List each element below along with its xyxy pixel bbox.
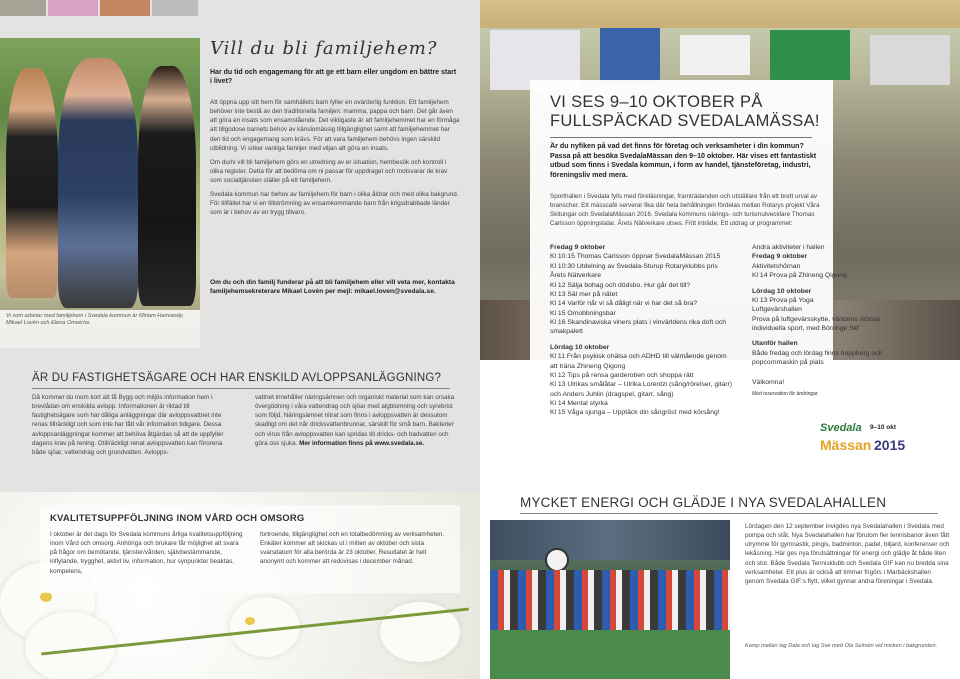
program-item: Kl 14 Varför når vi så dåligt när vi har det så bra? [550, 300, 698, 308]
program-item: Kl 13 Ulrikas smålåtar – Ulrika Lorentzi (sång/rörelser, gitarr) och Anders Juhlin (dragspel, gitarr, sång) [550, 381, 733, 398]
program-item: Kl 12 Sälja bohag och dödsbo. Hur går det till? [550, 281, 691, 289]
logo-date: 9–10 okt [870, 424, 897, 431]
booth [770, 30, 850, 80]
photo-caption: Vi som arbetar med familjehem i Svedala kommun är Miriam Harivandy, Mikael Lovén och Elena Omeiche. [0, 310, 200, 348]
divider [32, 388, 450, 389]
energi-caption: Kamp mellan lag Dala och lag Sve med Ola Selmén vid micken i bakgrunden. [745, 643, 938, 649]
orchid-center [245, 617, 255, 625]
program-item: Kl 10:30 Utdelning av Svedala-Sturup Rotaryklubbs pris Årets Nätverkare [550, 262, 718, 280]
familjehem-contact: Om du och din familj funderar på att bli familjehem eller vill veta mer, kontakta familjehemsekreterare Mikael Lovén per mejl: mikael.loven@svedala.se. [210, 279, 455, 296]
other-item: Kl 14 Prova på Zhineng Qigong [752, 272, 847, 280]
energi-title: MYCKET ENERGI OCH GLÄDJE I NYA SVEDALAHALLEN [520, 495, 887, 510]
paragraph: Om du/ni vill bli familjehem görs en utredning av er situation, hembesök och kontroll i olika register. Detta för att bedöma om ni passar för uppdraget och motsvarar de krav som socialtjänsten ställer på ett familjehem. [210, 158, 448, 184]
program-item: Kl 12 Tips på rensa garderoben och shoppa rätt [550, 371, 694, 379]
kvalitet-title: KVALITETSUPPFÖLJNING INOM VÅRD OCH OMSORG [50, 513, 305, 524]
kvalitet-col1: I oktober är det dags för Svedala kommuns årliga kvalitetsuppföljning inom Vård och omsorg. Anhöriga och brukare får möjlighet att svara på frågor om bemötande, tjänster/vården, självbestämmande, inflytande, trygghet, aktivt liv, information, hur synpunkter beaktas, kompetens, [50, 531, 243, 575]
color-swatch [100, 0, 150, 16]
booth [680, 35, 750, 75]
program-item: Kl 11 Från psykisk ohälsa och ADHD till välmående genom att träna Zhineng Qigong [550, 353, 727, 370]
outdoor-text: Både fredag och lördag finns hoppborg och popcornmaskin på plats [752, 349, 883, 367]
familjehem-lead: Har du tid och engagemang för att ge ett barn eller ungdom en bättre start i livet? [210, 69, 457, 86]
other-heading: Andra aktiviteter i hallen [752, 244, 825, 251]
ball [545, 548, 569, 572]
color-swatch [152, 0, 198, 16]
avlopp-title: ÄR DU FASTIGHETSÄGARE OCH HAR ENSKILD AVLOPPSANLÄGGNING? [32, 372, 442, 384]
other-item: Prova på luftgevärsskytte, världens största individuella sport, med Börringe Skf [752, 315, 881, 332]
program-day-heading: Fredag 9 oktober [550, 244, 606, 251]
logo-bottom: Mässan [820, 437, 872, 453]
family-photo [0, 38, 200, 348]
paragraph: Svedala kommun har behov av familjehem för barn i olika åldrar och med olika bakgrund. För tillfället har vi en tillströmning av ensamkommande barn från krigsdrabbade länder som är i behov av en trygg tillvaro. [210, 191, 459, 217]
massa-intro: Sporthallen i Svedala fylls med föreläsningar, framträdanden och utställare från ett brett urval av branscher. Ett mässcafé serverar fika där hela behållningen fördelas mellan Rotarys projekt Våra Skitungar och SvedalaMässan 2016. Svedala kommuns närings- och turismutvecklare Thomas Carlsson öppningstalar. Årets Nätverkare utses. Fritt inträde. Ett utdrag ur programmet: [550, 193, 820, 228]
banner [490, 520, 730, 560]
avlopp-col2-text: vattnet innehåller näringsämnen och organiskt material som kan orsaka övergödning i våra vattendrag och sjöar med algblomning och syrebrist som följd. Näringsämnet nitrat som finns i avloppsvatten är dessutom skadligt om det når dricksvattenbrunnar, särskilt för små barn. Bakterier och virus från avloppsvatten kan spridas till dricks- och badvatten och göra oss sjuka. [255, 394, 455, 447]
person-right [138, 66, 196, 306]
program-item: Kl 15 Våga sjunga – Upptäck din sångröst med körsång! [550, 409, 720, 417]
reservation-note: Med reservation för ändringar. [752, 390, 819, 397]
massa-lead: Är du nyfiken på vad det finns för företag och verksamheter i din kommun? Passa på att besöka SvedalaMässan den 9–10 oktober. Här vises ett fantastiskt utbud som finns i Svedala kommun, i form av handel, tjänsteföretag, industri, föreningsliv med mera. [550, 142, 817, 179]
energi-body: Lördagen den 12 september invigdes nya Svedalahallen i Svedala med pompa och ståt. Nya Svedalahallen har förutom fler tennisbanor även fått utrymme för gymnastik, pingis, badminton, padel, biljard, konferenser och lekåsning. Här ges nya förutsättningar för energi och glädje åt både liten och stor. Både Svedala Tennisklubb och Svedala GIF kan nu bredda sina verksamheter. Ett plus är också att timmar frigörs i Marbäckshallen genom Svedala GIF:s flytt, vilket gynnar andra föreningar i Svedala. [745, 523, 950, 585]
divider [520, 513, 938, 514]
other-item: Aktivitetshörnan [752, 262, 801, 270]
booth [600, 28, 660, 83]
program-item: Kl 16 Skandinaviska viners plats i vinvärldens rika doft och smakpalett [550, 319, 727, 336]
program-item: Kl 15 Omobbningsbar [550, 309, 616, 317]
avlopp-col1: Då kommer du inom kort att få Bygg och miljös information hem i brevlådan om enskilda avlopp. Informationen är riktad till fastighetsägare som har dåliga anläggningar där avloppsvattnet inte renas tillräckligt och som inte har fått vår information tidigare. Dessa avloppsanläggningar kommer att behöva åtgärdas så att de uppfyller dagens krav på rening. Otillräckligt renat avloppsvatten kan förorena både sjöar, vattendrag och grundvatten. Avlopps- [32, 394, 224, 456]
avlopp-more-link[interactable]: Mer information finns på www.svedala.se. [299, 439, 425, 447]
program-day-heading: Lördag 10 oktober [550, 343, 610, 351]
sports-hall-photo [490, 520, 730, 679]
crowd [490, 570, 730, 630]
familjehem-title: Vill du bli familjehem? [210, 38, 438, 59]
welcome-text: Välkomna! [752, 378, 785, 386]
booth [870, 35, 950, 85]
other-item: Luftgevärshallen [752, 306, 802, 314]
person-middle [58, 58, 138, 308]
orchid-center [40, 592, 52, 602]
divider [550, 137, 812, 138]
massa-title: VI SES 9–10 OKTOBER PÅ FULLSPÄCKAD SVEDALAMÄSSA! [550, 93, 820, 130]
outdoor-heading: Utanför hallen [752, 340, 798, 348]
person-left [6, 68, 58, 298]
program-item: Kl 10:15 Thomas Carlsson öppnar SvedalaMässan 2015 [550, 253, 721, 261]
program-column-2 [752, 243, 892, 398]
color-swatch [0, 0, 46, 16]
ceiling [480, 0, 960, 28]
svedalamassan-logo [820, 420, 910, 462]
color-swatch [48, 0, 98, 16]
other-day-heading: Fredag 9 oktober [752, 253, 808, 261]
other-item: Kl 13 Prova på Yoga [752, 296, 814, 304]
kvalitet-col2: fortroende, tillgänglighet och en totalbedömning av verksamheten. Enkäter kommer att skickas ut i mitten av oktober och sista svarsdatum för alla berörda är 23 oktober. Resultatet är helt anonymt och kommer att redovisas i december månad. [260, 531, 445, 566]
familjehem-body [210, 98, 460, 223]
logo-year: 2015 [874, 437, 906, 453]
program-column-1 [550, 243, 735, 418]
logo-top: Svedala [820, 422, 862, 434]
avlopp-col2 [255, 393, 455, 448]
court-floor [490, 630, 730, 679]
program-item: Kl 13 Säl mer på nätet [550, 290, 618, 298]
program-item: Kl 14 Mental styrka [550, 400, 608, 407]
paragraph: Att öppna upp sitt hem för samhällets barn fyller en ovärderlig funktion. Ett familjehem behöver inte bestå av den traditionella familjen: mamma, pappa och barn. Det går även att göra en insats som ensamstående. Det viktigaste är att familjehemmet har en förmåga att tillgodose barnets behov av känslomässig tillgänglighet samt att familjehemmet har den tid och engagemang som krävs. För att vara familjehem behövs ingen särskild utbildning. Vi söker vanliga familjer med viljan att göra en insats. [210, 99, 460, 152]
other-day-heading: Lördag 10 oktober [752, 287, 812, 295]
